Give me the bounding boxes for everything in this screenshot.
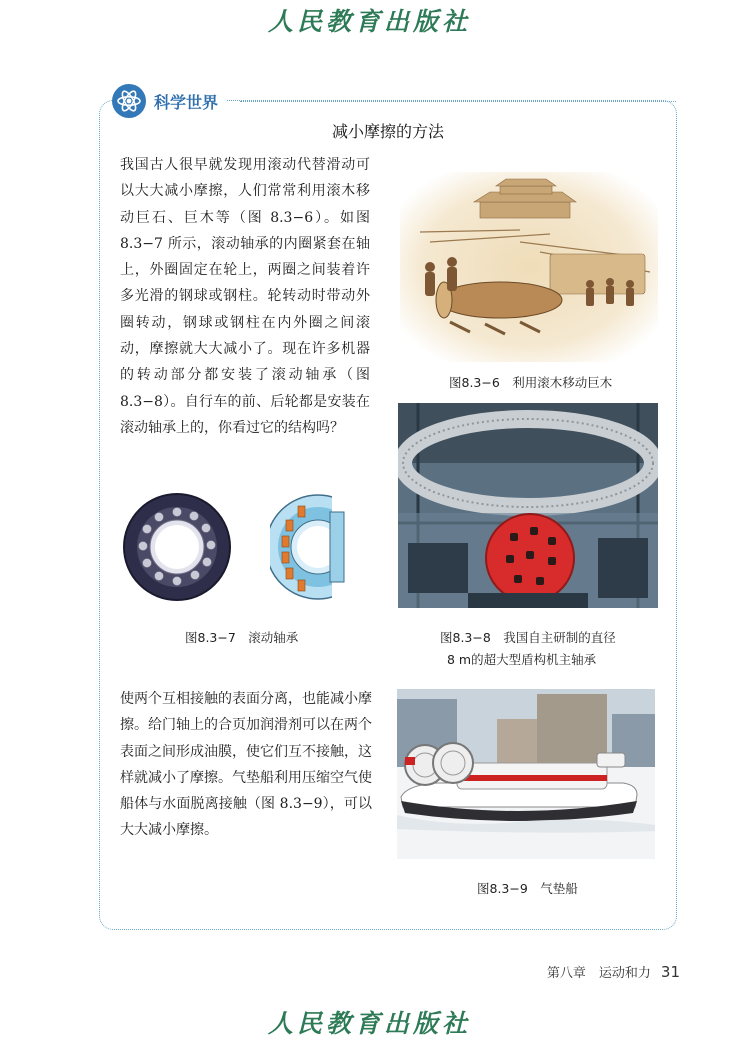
figure-caption: 图8.3−9 气垫船 bbox=[477, 881, 578, 896]
header-divider bbox=[240, 101, 676, 102]
paragraph-rolling: 我国古人很早就发现用滚动代替滑动可以大大减小摩擦，人们常常利用滚木移动巨石、巨木等（图 8.3−6）。如图 8.3−7 所示，滚动轴承的内圈紧套在轴上，外圈固定在轮上，两圈之间装着许多光滑的钢球或钢柱。轮转动时带动外圈转动，钢球或钢柱在内外圈之间滚动，摩擦就大大减小了。现在许多机器的转动部分都安装了滚动轴承（图 8.3−8）。自行车的前、后轮都是安装在滚动轴承上的，你看过它的结构吗？ bbox=[120, 157, 370, 436]
page-number: 31 bbox=[660, 963, 680, 981]
publisher-logo-top: 人民教育出版社 bbox=[267, 7, 471, 36]
ball-bearing-image bbox=[118, 492, 236, 602]
figure-caption: 图8.3−6 利用滚木移动巨木 bbox=[449, 375, 613, 390]
article-title: 减小摩擦的方法 bbox=[331, 122, 444, 141]
publisher-logo-bottom: 人民教育出版社 bbox=[267, 1009, 471, 1038]
paragraph-separation: 使两个互相接触的表面分离，也能减小摩擦。给门轴上的合页加润滑剂可以在两个表面之间形成油膜，使它们互不接触，这样就减小了摩擦。气垫船利用压缩空气使船体与水面脱离接触（图 8.3−9），可以大大减小摩擦。 bbox=[120, 691, 372, 839]
figure-caption: 图8.3−7 滚动轴承 bbox=[185, 630, 299, 645]
chapter-label: 第八章 运动和力 bbox=[546, 966, 651, 981]
page-footer bbox=[520, 962, 680, 981]
figure-caption: 图8.3−8 我国自主研制的直径 bbox=[440, 630, 616, 645]
section-header bbox=[112, 84, 226, 118]
shield-machine-bearing-photo bbox=[398, 403, 658, 608]
section-label: 科学世界 bbox=[154, 92, 219, 112]
hovercraft-photo bbox=[397, 689, 655, 859]
figure-caption-continued: 8 m的超大型盾构机主轴承 bbox=[447, 652, 597, 667]
rolling-log-illustration bbox=[400, 172, 658, 362]
roller-bearing-image bbox=[270, 492, 362, 602]
atom-icon bbox=[112, 84, 146, 118]
